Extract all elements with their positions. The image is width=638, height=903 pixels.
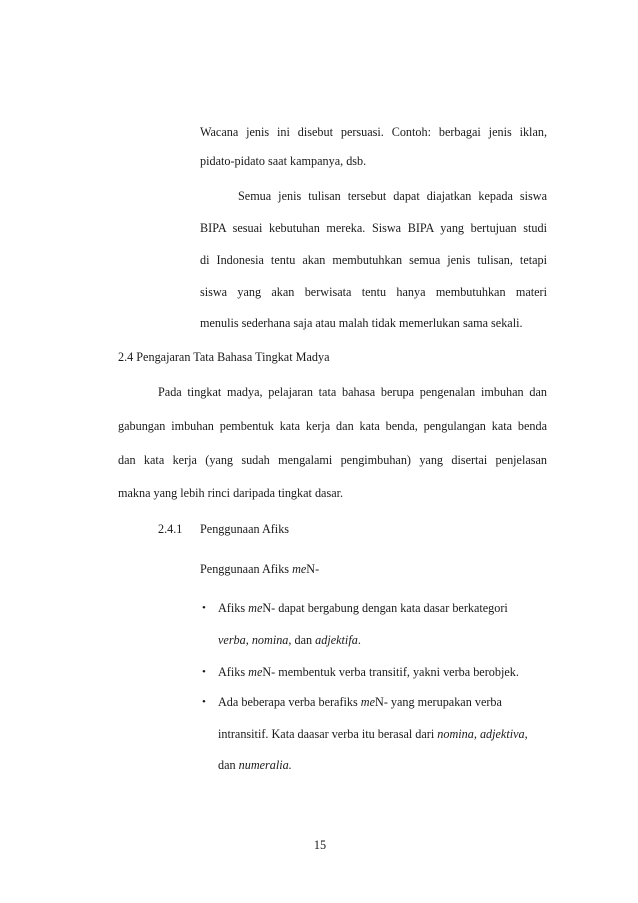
bullet-icon: •: [202, 602, 206, 614]
paragraph-line: Wacana jenis ini disebut persuasi. Contoh: berbagai jenis iklan,: [200, 125, 547, 139]
paragraph-line: makna yang lebih rinci daripada tingkat dasar.: [118, 486, 344, 500]
list-item-line: Afiks meN- membentuk verba transitif, yakni verba berobjek.: [218, 665, 519, 679]
affix-heading: Penggunaan Afiks meN-: [200, 562, 320, 576]
paragraph-line: Semua jenis tulisan tersebut dapat diajatkan kepada siswa: [238, 189, 547, 203]
section-heading: 2.4 Pengajaran Tata Bahasa Tingkat Madya: [118, 350, 330, 364]
page-number: 15: [313, 838, 327, 852]
paragraph-line: dan kata kerja (yang sudah mengalami pengimbuhan) yang disertai penjelasan: [118, 453, 547, 467]
paragraph-line: di Indonesia tentu akan membutuhkan semua jenis tulisan, tetapi: [200, 253, 547, 267]
list-item-line: Afiks meN- dapat bergabung dengan kata dasar berkategori: [218, 601, 508, 615]
paragraph-line: siswa yang akan berwisata tentu hanya membutuhkan materi: [200, 285, 547, 299]
subsection-title: Penggunaan Afiks: [200, 522, 290, 536]
list-item-line: intransitif. Kata daasar verba itu berasal dari nomina, adjektiva,: [218, 727, 528, 741]
paragraph-line: BIPA sesuai kebutuhan mereka. Siswa BIPA yang bertujuan studi: [200, 221, 547, 235]
bullet-icon: •: [202, 696, 206, 708]
paragraph-line: pidato-pidato saat kampanya, dsb.: [200, 154, 367, 168]
paragraph-line: gabungan imbuhan pembentuk kata kerja dan kata benda, pengulangan kata benda: [118, 419, 547, 433]
bullet-icon: •: [202, 666, 206, 678]
list-item-line: dan numeralia.: [218, 758, 292, 772]
paragraph-line: Pada tingkat madya, pelajaran tata bahasa berupa pengenalan imbuhan dan: [158, 385, 547, 399]
subsection-number: 2.4.1: [158, 522, 183, 536]
list-item-line: Ada beberapa verba berafiks meN- yang merupakan verba: [218, 695, 502, 709]
paragraph-line: menulis sederhana saja atau malah tidak memerlukan sama sekali.: [200, 316, 523, 330]
list-item-line: verba, nomina, dan adjektifa.: [218, 633, 361, 647]
